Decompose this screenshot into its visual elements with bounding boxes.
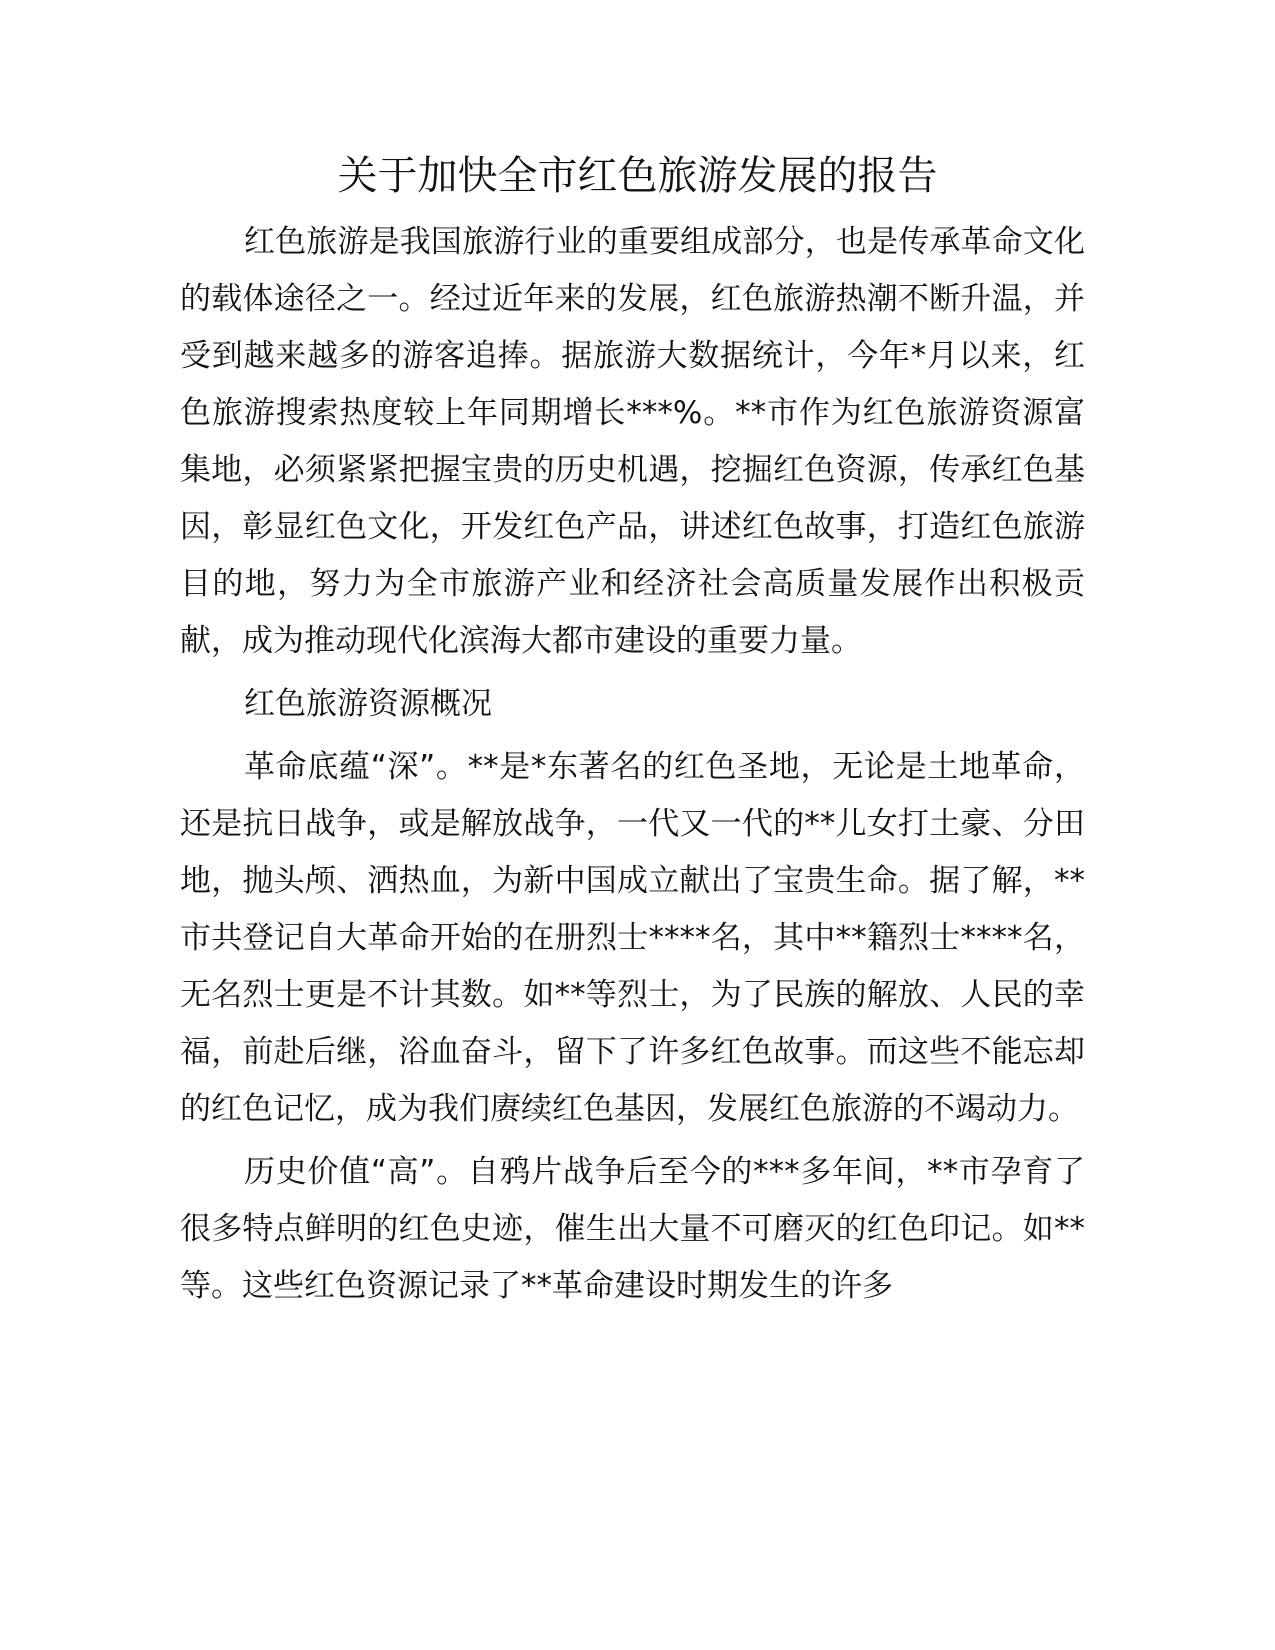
document-body	[180, 214, 1085, 1321]
intro-paragraph: 红色旅游是我国旅游行业的重要组成部分，也是传承革命文化的载体途径之一。经过近年来的发展，红色旅游热潮不断升温，并受到越来越多的游客追捧。据旅游大数据统计，今年*月以来，红色旅游搜索热度较上年同期增长***%。**市作为红色旅游资源富集地，必须紧紧把握宝贵的历史机遇，挖掘红色资源，传承红色基因，彰显红色文化，开发红色产品，讲述红色故事，打造红色旅游目的地，努力为全市旅游产业和经济社会高质量发展作出积极贡献，成为推动现代化滨海大都市建设的重要力量。	[180, 224, 1085, 659]
section-heading: 红色旅游资源概况	[244, 686, 492, 722]
document-title: 关于加快全市红色旅游发展的报告	[337, 153, 938, 199]
body-paragraph: 历史价值“高”。自鸦片战争后至今的***多年间，**市孕育了很多特点鲜明的红色史迹，催生出大量不可磨灭的红色印记。如**等。这些红色资源记录了**革命建设时期发生的许多	[180, 1154, 1085, 1304]
body-paragraph: 革命底蕴“深”。**是*东著名的红色圣地，无论是土地革命，还是抗日战争，或是解放战争，一代又一代的**儿女打土豪、分田地，抛头颅、洒热血，为新中国成立献出了宝贵生命。据了解，**市共登记自大革命开始的在册烈士****名，其中**籍烈士****名，无名烈士更是不计其数。如**等烈士，为了民族的解放、人民的幸福，前赴后继，浴血奋斗，留下了许多红色故事。而这些不能忘却的红色记忆，成为我们赓续红色基因，发展红色旅游的不竭动力。	[180, 749, 1085, 1127]
